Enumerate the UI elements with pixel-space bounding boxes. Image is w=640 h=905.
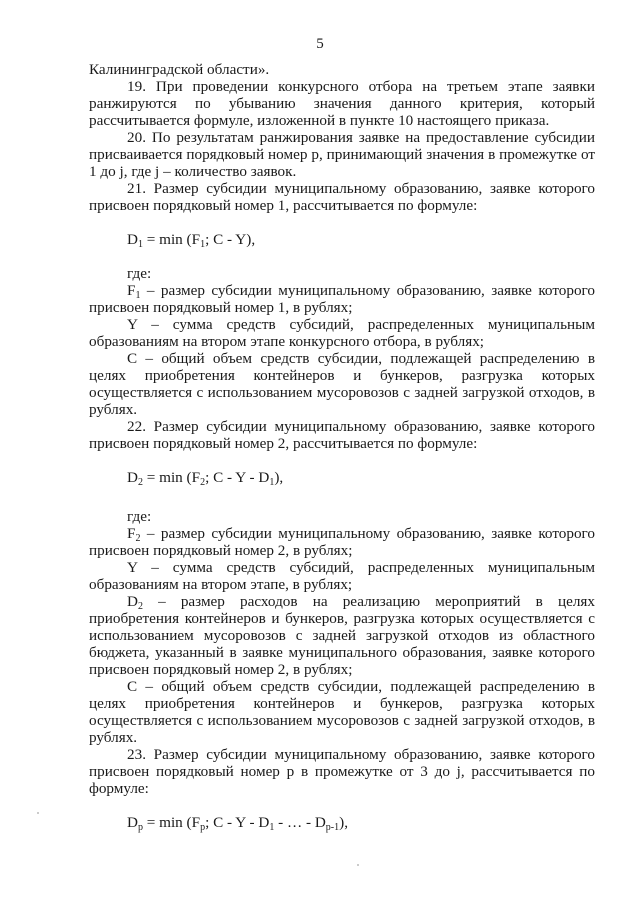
document-body [89, 61, 595, 831]
scan-speck [37, 812, 39, 814]
scan-speck [357, 864, 359, 866]
formula-d2: $D_2 = \min (F_2$; C - Y - $D_1$), [127, 469, 284, 488]
paragraph-21: 21. Размер субсидии муниципальному образованию, заявке которого присвоен порядковый номер 1, рассчитывается по формуле: [89, 180, 595, 214]
formula-d1: $D_1 = \min (F_1$; C - Y), [127, 231, 256, 250]
where-label-2: где: [127, 508, 152, 525]
paragraph-continuation: Калининградской области». [89, 61, 270, 78]
definition-c-1: C – общий объем средств субсидии, подлежащей распределению в целях приобретения контейнеров и бункеров, разгрузка которых осуществляется с использованием мусоровозов с задней загрузкой отходов, в рублях. [89, 350, 595, 418]
paragraph-22: 22. Размер субсидии муниципальному образованию, заявке которого присвоен порядковый номер 2, рассчитывается по формуле: [89, 418, 595, 452]
where-label-1: где: [127, 265, 152, 282]
definition-f1: $F_1$ – размер субсидии муниципальному образованию, заявке которого присвоен порядковый номер 1, в рублях; [89, 282, 595, 316]
definition-y-1: Y – сумма средств субсидий, распределенных муниципальным образованиям на втором этапе конкурсного отбора, в рублях; [89, 316, 595, 350]
formula-dp: $D_p = \min (F_p$; C - Y - $D_1$ - … - $D_{p-1}$), [127, 814, 348, 833]
page-number: 5 [316, 36, 324, 52]
definition-y-2: Y – сумма средств субсидий, распределенных муниципальным образованиям на втором этапе, в рублях; [89, 559, 595, 593]
definition-d2: $D_2$ – размер расходов на реализацию мероприятий в целях приобретения контейнеров и бункеров, разгрузка которых осуществляется с использованием мусоровозов с задней загрузкой отходов из областного бюджета, указанный в заявке муниципального образования, заявке которого присвоен порядковый номер 2, в рублях; [89, 593, 595, 678]
paragraph-20: 20. По результатам ранжирования заявке на предоставление субсидии присваивается порядковый номер p, принимающий значения в промежутке от 1 до j, где j – количество заявок. [89, 129, 595, 180]
paragraph-23: 23. Размер субсидии муниципальному образованию, заявке которого присвоен порядковый номер p в промежутке от 3 до j, рассчитывается по формуле: [89, 746, 595, 797]
paragraph-19: 19. При проведении конкурсного отбора на третьем этапе заявки ранжируются по убыванию значения данного критерия, который рассчитывается формуле, изложенной в пункте 10 настоящего приказа. [89, 78, 595, 129]
definition-c-2: C – общий объем средств субсидии, подлежащей распределению в целях приобретения контейнеров и бункеров, разгрузка которых осуществляется с использованием мусоровозов с задней загрузкой отходов, в рублях. [89, 678, 595, 746]
definition-f2: $F_2$ – размер субсидии муниципальному образованию, заявке которого присвоен порядковый номер 2, в рублях; [89, 525, 595, 559]
